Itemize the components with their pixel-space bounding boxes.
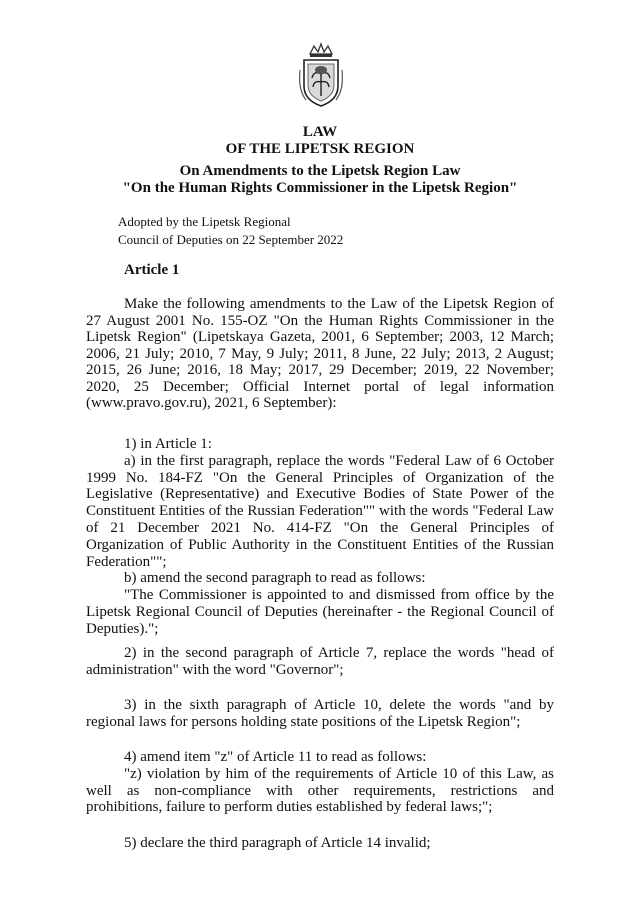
item-4-quote: "z) violation by him of the requirements of Article 10 of this Law, as well as non-compliance with other requirements, restrictions and prohibitions, failure to perform duties established by federal laws;"; xyxy=(86,765,554,816)
region-title: OF THE LIPETSK REGION xyxy=(225,141,415,157)
item-1 xyxy=(86,436,554,638)
item-5: 5) declare the third paragraph of Article 14 invalid; xyxy=(124,835,431,851)
adoption-line-2: Council of Deputies on 22 September 2022 xyxy=(118,232,344,247)
item-2: 2) in the second paragraph of Article 7, replace the words "head of administration" with the word "Governor"; xyxy=(86,645,554,678)
item-1-head: 1) in Article 1: xyxy=(124,436,212,452)
item-1-b: b) amend the second paragraph to read as follows: xyxy=(124,570,426,587)
adoption-line-1: Adopted by the Lipetsk Regional xyxy=(118,214,291,229)
item-1-a: a) in the first paragraph, replace the words "Federal Law of 6 October 1999 No. 184-FZ "On the General Principles of Organization of the Legislative (Representative) and Executive Bodies of State Power of the Constituent Entities of the Russian Federation"" with the words "Federal Law of 21 December 2021 No. 414-FZ "On the General Principles of Organization of Public Authority in the Constituent Entities of the Russian Federation""; xyxy=(86,452,554,570)
item-4-head: 4) amend item "z" of Article 11 to read as follows: xyxy=(124,749,427,765)
law-title: LAW xyxy=(302,124,338,140)
item-4 xyxy=(86,749,554,816)
subtitle-line-1: On Amendments to the Lipetsk Region Law xyxy=(179,163,461,179)
item-3: 3) in the sixth paragraph of Article 10, delete the words "and by regional laws for persons holding state positions of the Lipetsk Region"; xyxy=(86,697,554,730)
item-1-quote: "The Commissioner is appointed to and dismissed from office by the Lipetsk Regional Council of Deputies (hereinafter - the Regional Council of Deputies)."; xyxy=(86,587,554,637)
article-heading: Article 1 xyxy=(124,262,180,278)
subtitle-line-2: "On the Human Rights Commissioner in the Lipetsk Region" xyxy=(122,180,518,196)
intro-paragraph: Make the following amendments to the Law of the Lipetsk Region of 27 August 2001 No. 155-OZ "On the Human Rights Commissioner in the Lipetsk Region" (Lipetskaya Gazeta, 2001, 6 September; 2003, 12 March; 2006, 21 July; 2010, 7 May, 9 July; 2011, 8 June, 22 July; 2013, 2 August; 2015, 26 June; 2016, 18 May; 2017, 29 December; 2019, 22 November; 2020, 25 December; Official Internet portal of legal information (www.pravo.gov.ru), 2021, 6 September): xyxy=(86,296,554,411)
coat-of-arms-emblem xyxy=(296,40,346,110)
